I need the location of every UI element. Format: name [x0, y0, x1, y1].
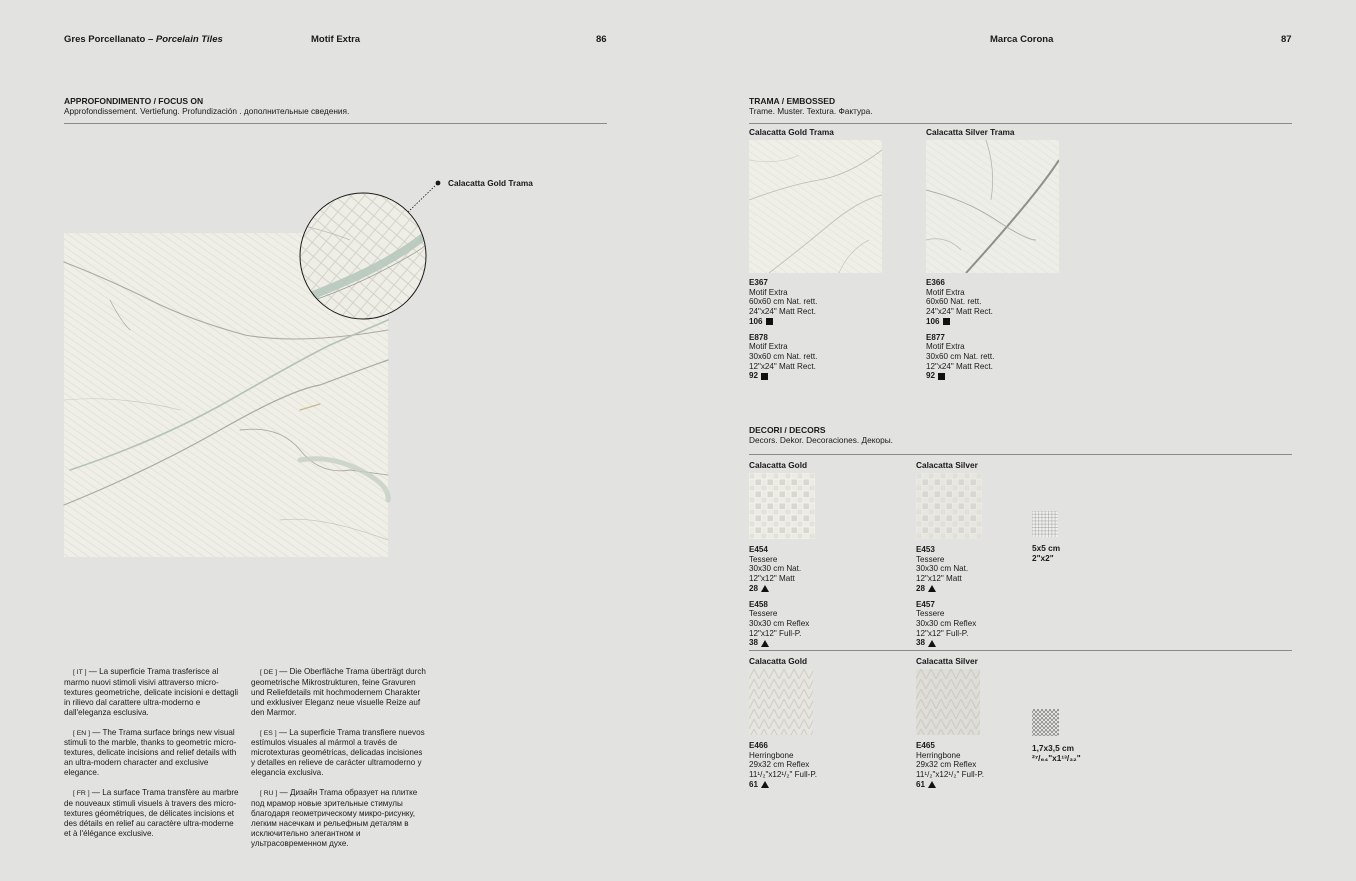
description-en: [ EN ] — The Trama surface brings new visual stimuli to the marble, thanks to geometric micro-textures, delicate incisions and relief details with an ultra-modern character and exclusive elegance. [64, 727, 237, 778]
variant-spec: E458 Tessere 30x30 cm Reflex 12"x12" Full-P. 38 [749, 599, 810, 648]
product-name: Calacatta Gold [749, 656, 808, 666]
square-pack-icon [938, 373, 945, 380]
divider [749, 454, 1292, 455]
description-ru: [ RU ] — Дизайн Trama образует на плитке под мрамор новые зрительные стимулы благодаря геометрическому микро-рисунку, легким насечкам и рельефным деталям в исключительно элегантном и ультрасовременном духе. [251, 788, 418, 848]
product-name: Calacatta Silver [916, 656, 978, 666]
triangle-pack-icon [928, 585, 936, 592]
variant-spec: E366 Motif Extra 60x60 Nat. rett. 24"x24" Matt Rect. 106 [926, 278, 993, 326]
module-size: 5x5 cm 2"x2" [1032, 543, 1061, 563]
description-it: [ IT ] — La superficie Trama trasferisce al marmo nuovi stimoli visivi attraverso micro-textures geometriche, delicate incisioni e dettagli in rilievo dal carattere ultra-moderno e dall'eleganza esclusiva. [64, 667, 239, 717]
product-calacatta-gold-trama [749, 127, 909, 381]
square-pack-icon [761, 373, 768, 380]
variant-spec: E465 Herringbone 29x32 cm Reflex 11¹/₂"x12¹/₂" Full-P. 61 [916, 741, 984, 789]
tile-swatch-herringbone-silver [916, 669, 980, 735]
product-name: Calacatta Silver Trama [926, 127, 1015, 137]
description-de: [ DE ] — Die Oberfläche Trama überträgt durch geometrische Mikrostrukturen, feine Gravuren und Reliefdetails mit hochmodernem Charakter und exklusiver Eleganz neue visuelle Reize auf den Marmor. [251, 667, 426, 717]
description-fr: [ FR ] — La surface Trama transfère au marbre de nouveaux stimuli visuels à travers des micro-textures géométriques, de délicates incisions et des détails en relief au caractère ultra-moderne et à l'élégance exclusive. [64, 788, 239, 838]
variant-spec: E457 Tessere 30x30 cm Reflex 12"x12" Full-P. 38 [916, 599, 977, 648]
triangle-pack-icon [761, 781, 769, 788]
trama-subtitle: Trame. Muster. Textura. Фактура. [749, 106, 873, 116]
divider [749, 123, 1292, 124]
marble-tile-illustration [0, 0, 620, 600]
tile-swatch-silver-trama [926, 140, 1059, 273]
variant-spec: E367 Motif Extra 60x60 cm Nat. rett. 24"x24" Matt Rect. 106 [749, 278, 818, 326]
trama-title: TRAMA / EMBOSSED [749, 96, 836, 106]
decor-calacatta-gold-herringbone [749, 656, 899, 790]
running-header-brand: Gres Porcellanato – Porcelain Tiles [64, 34, 223, 45]
header-subtitle-italic: Porcelain Tiles [155, 34, 223, 45]
square-pack-icon [943, 318, 950, 325]
variant-spec: E454 Tessere 30x30 cm Nat. 12"x12" Matt 28 [749, 545, 802, 593]
tile-swatch-mosaic-silver [916, 473, 982, 539]
triangle-pack-icon [928, 640, 936, 647]
grid-module-icon [1032, 511, 1058, 537]
divider [749, 650, 1292, 651]
page-number-left: 86 [596, 34, 607, 45]
herringbone-module-icon [1032, 709, 1059, 736]
decori-subtitle: Decors. Dekor. Decoraciones. Декоры. [749, 435, 893, 445]
tile-swatch-herringbone-gold [749, 669, 813, 735]
square-pack-icon [766, 318, 773, 325]
focus-subtitle: Approfondissement. Vertiefung. Profundización . дополнительные сведения. [64, 106, 350, 116]
product-name: Calacatta Gold [749, 460, 808, 470]
variant-spec: E877 Motif Extra 30x60 cm Nat. rett. 12"x24" Matt Rect. 92 [926, 332, 995, 381]
product-name: Calacatta Gold Trama [749, 127, 834, 137]
decor-calacatta-gold-tessere [749, 460, 899, 648]
variant-spec: E878 Motif Extra 30x60 cm Nat. rett. 12"x24" Matt Rect. 92 [749, 332, 818, 381]
description-es: [ ES ] — La superficie Trama transfiere nuevos estímulos visuales al mármol a través de microtexturas geométricas, delicadas incisiones y detalles en relieve de carácter ultramoderno y elegancia exclusiva. [251, 727, 425, 778]
callout-dot [436, 181, 441, 186]
module-size: 1,7x3,5 cm ²⁷/₆₄"x1¹³/₃₂" [1032, 743, 1081, 763]
variant-spec: E453 Tessere 30x30 cm Nat. 12"x12" Matt 28 [916, 545, 969, 593]
decori-heading [749, 425, 893, 445]
product-calacatta-silver-trama [926, 127, 1086, 381]
product-name: Calacatta Silver [916, 460, 978, 470]
decori-title: DECORI / DECORS [749, 425, 826, 435]
triangle-pack-icon [761, 585, 769, 592]
running-header-brand-right: Marca Corona [990, 34, 1054, 45]
running-header-collection: Motif Extra [311, 34, 361, 45]
triangle-pack-icon [761, 640, 769, 647]
callout-leader [408, 183, 438, 212]
trama-heading [749, 96, 873, 116]
tile-swatch-gold-trama [749, 140, 882, 273]
description-column-1 [64, 667, 240, 849]
triangle-pack-icon [928, 781, 936, 788]
callout-label: Calacatta Gold Trama [448, 178, 533, 188]
focus-title: APPROFONDIMENTO / FOCUS ON [64, 96, 204, 106]
page-number-right: 87 [1281, 34, 1292, 45]
variant-spec: E466 Herringbone 29x32 cm Reflex 11¹/₂"x12¹/₂" Full-P. 61 [749, 741, 817, 789]
description-column-2 [251, 667, 427, 859]
tile-swatch-mosaic-gold [749, 473, 815, 539]
